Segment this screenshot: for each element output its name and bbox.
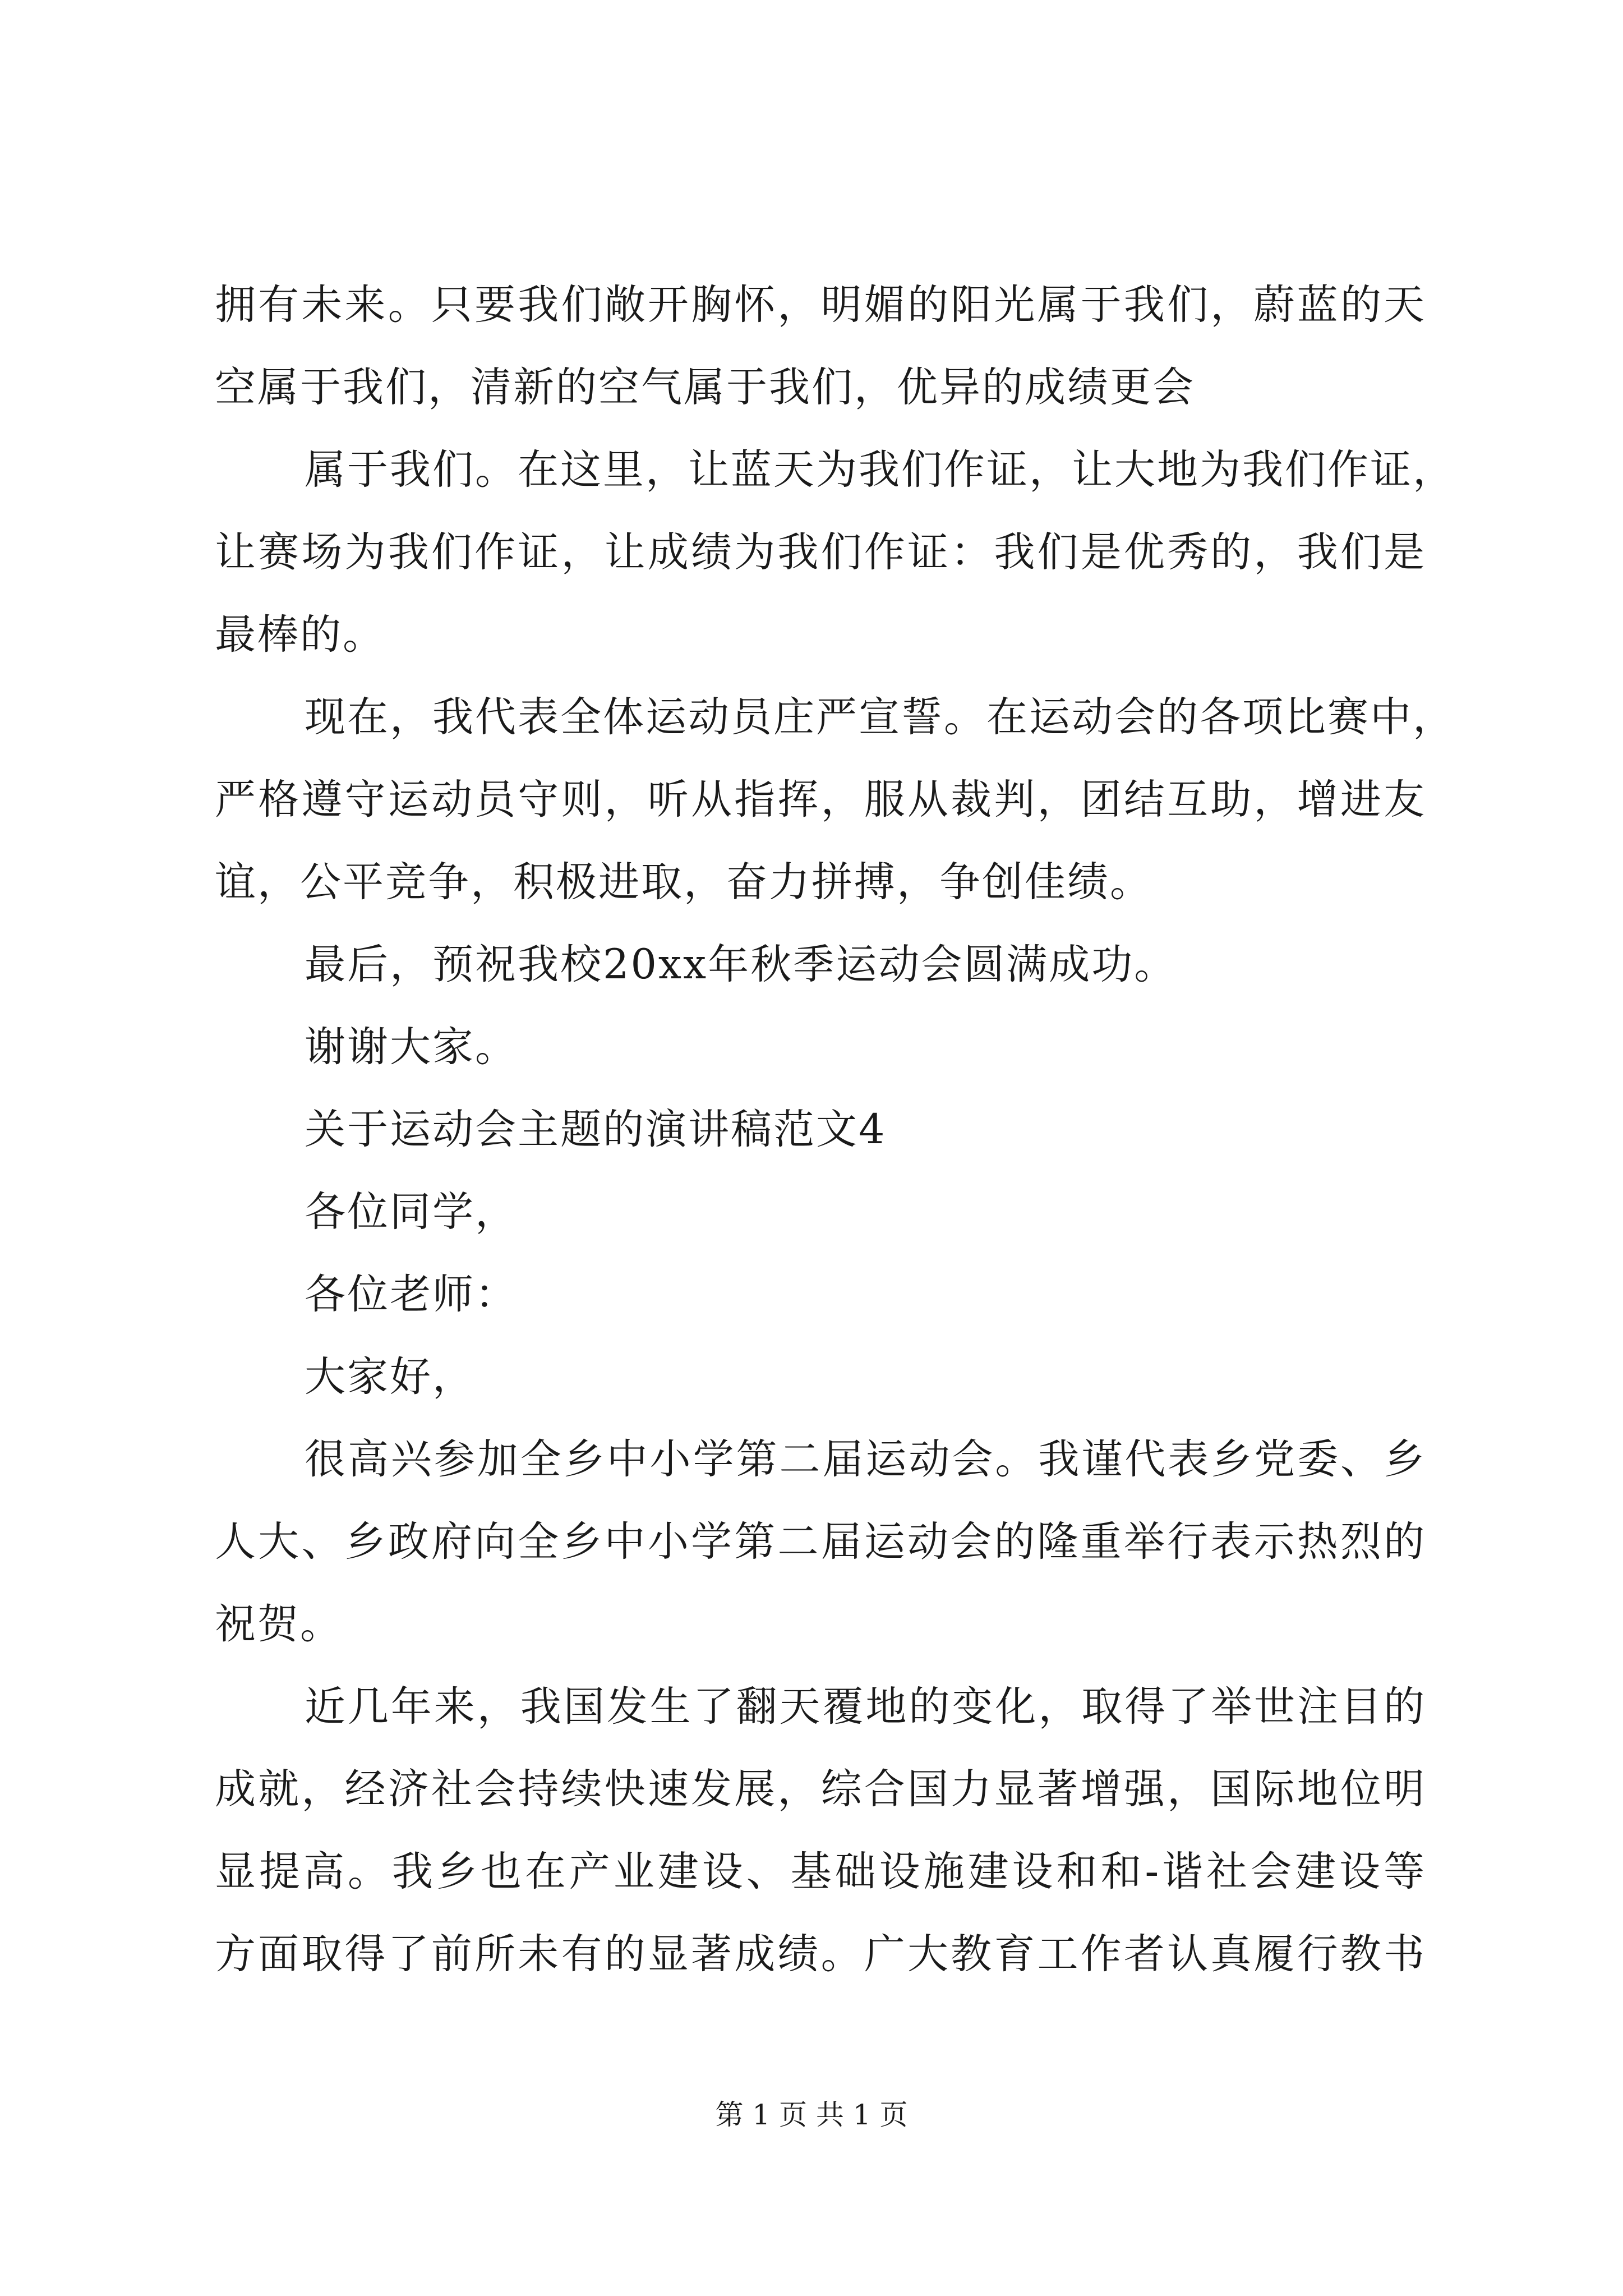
text-line: 大家好， xyxy=(305,1353,475,1401)
text-line: 谢谢大家。 xyxy=(305,1023,518,1071)
text-line: 各位老师： xyxy=(305,1271,518,1318)
section-heading: 关于运动会主题的演讲稿范文4 xyxy=(305,1106,887,1153)
text-line: 祝贺。 xyxy=(215,1600,343,1648)
text-line: 谊，公平竞争，积极进取，奋力拼搏，争创佳绩。 xyxy=(215,858,1152,906)
text-line: 近几年来，我国发生了翻天覆地的变化，取得了举世注目的 xyxy=(305,1683,1426,1731)
text-line: 最棒的。 xyxy=(215,611,385,659)
text-line: 显提高。我乡也在产业建设、基础设施建设和和-谐社会建设等 xyxy=(215,1848,1426,1895)
text-line: 很高兴参加全乡中小学第二届运动会。我谨代表乡党委、乡 xyxy=(305,1435,1426,1483)
text-line: 严格遵守运动员守则，听从指挥，服从裁判，团结互助，增进友 xyxy=(215,776,1426,823)
text-line: 人大、乡政府向全乡中小学第二届运动会的隆重举行表示热烈的 xyxy=(215,1518,1426,1566)
text-line: 空属于我们，清新的空气属于我们，优异的成绩更会 xyxy=(215,364,1195,411)
text-line: 方面取得了前所未有的显著成绩。广大教育工作者认真履行教书 xyxy=(215,1930,1426,1978)
text-line: 现在，我代表全体运动员庄严宣誓。在运动会的各项比赛中， xyxy=(305,693,1455,741)
text-line: 拥有未来。只要我们敞开胸怀，明媚的阳光属于我们，蔚蓝的天 xyxy=(215,281,1426,329)
text-line: 让赛场为我们作证，让成绩为我们作证：我们是优秀的，我们是 xyxy=(215,528,1426,576)
text-line: 最后，预祝我校20xx年秋季运动会圆满成功。 xyxy=(305,941,1177,988)
text-line: 属于我们。在这里，让蓝天为我们作证，让大地为我们作证， xyxy=(305,446,1455,494)
text-line: 各位同学， xyxy=(305,1188,518,1236)
document-body xyxy=(215,264,1455,1995)
text-line: 成就，经济社会持续快速发展，综合国力显著增强，国际地位明 xyxy=(215,1765,1426,1813)
page-number-footer: 第 1 页 共 1 页 xyxy=(715,2099,908,2131)
